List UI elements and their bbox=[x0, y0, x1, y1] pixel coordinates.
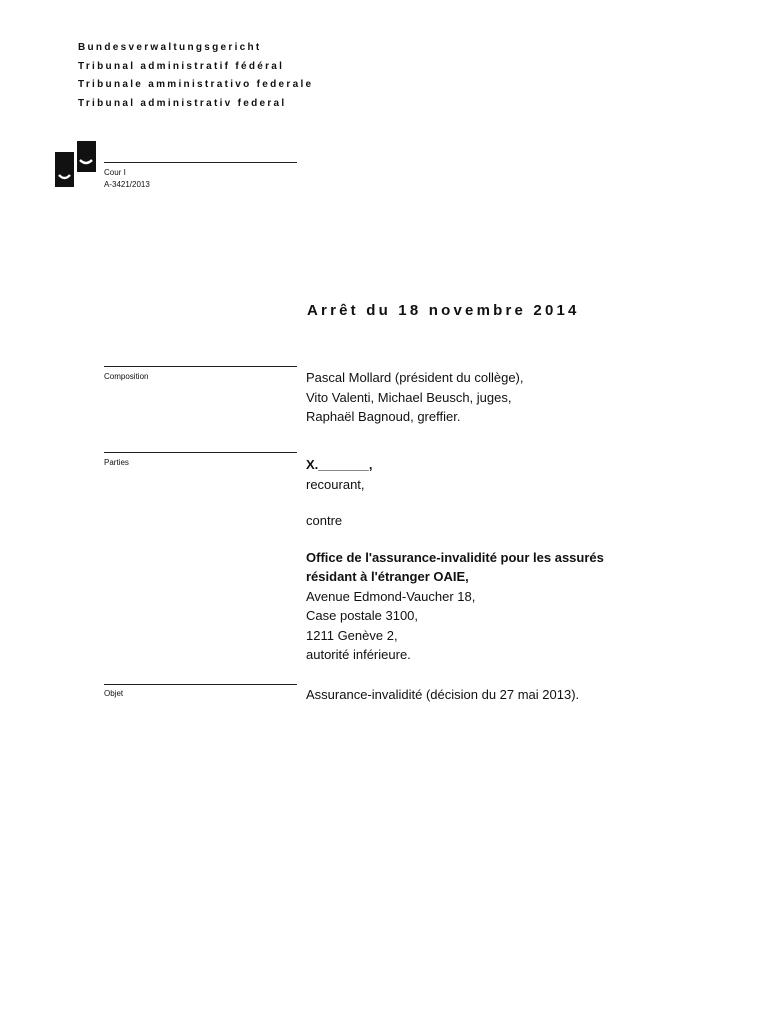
division-label: Cour I bbox=[104, 168, 126, 177]
composition-line: Vito Valenti, Michael Beusch, juges, bbox=[306, 389, 512, 405]
court-name-it: Tribunale amministrativo federale bbox=[78, 79, 314, 91]
composition-line: Raphaël Bagnoud, greffier. bbox=[306, 409, 461, 424]
composition-label: Composition bbox=[104, 372, 149, 381]
parties-rule bbox=[104, 452, 297, 453]
composition-block bbox=[306, 368, 524, 427]
court-logo-icon bbox=[55, 141, 97, 187]
court-name-rm: Tribunal administrativ federal bbox=[78, 98, 287, 110]
subject-text: Assurance-invalidité (décision du 27 mai 2013). bbox=[306, 687, 580, 702]
subject-label: Objet bbox=[104, 689, 124, 698]
respondent-name-line: Office de l'assurance-invalidité pour les assurés bbox=[306, 549, 604, 565]
subject-block bbox=[306, 685, 579, 705]
composition-line: Pascal Mollard (président du collège), bbox=[306, 370, 524, 385]
parties-block bbox=[306, 455, 604, 665]
court-name-fr: Tribunal administratif fédéral bbox=[78, 60, 285, 72]
court-name-de: Bundesverwaltungsgericht bbox=[78, 42, 262, 53]
subject-rule bbox=[104, 684, 297, 685]
case-number: A-3421/2013 bbox=[104, 180, 150, 189]
versus-text: contre bbox=[306, 513, 343, 528]
respondent-name-line: résidant à l'étranger OAIE, bbox=[306, 569, 469, 584]
appellant-role: recourant, bbox=[306, 476, 365, 492]
composition-rule bbox=[104, 366, 297, 367]
judgment-title: Arrêt du 18 novembre 2014 bbox=[307, 302, 580, 319]
appellant-name: X._______, bbox=[306, 457, 373, 472]
header-rule bbox=[104, 162, 297, 163]
respondent-address-line: Case postale 3100, bbox=[306, 608, 419, 623]
respondent-address-line: Avenue Edmond-Vaucher 18, bbox=[306, 588, 476, 604]
respondent-role: autorité inférieure. bbox=[306, 647, 411, 662]
respondent-address-line: 1211 Genève 2, bbox=[306, 627, 398, 643]
parties-label: Parties bbox=[104, 458, 129, 467]
court-names bbox=[78, 39, 313, 114]
